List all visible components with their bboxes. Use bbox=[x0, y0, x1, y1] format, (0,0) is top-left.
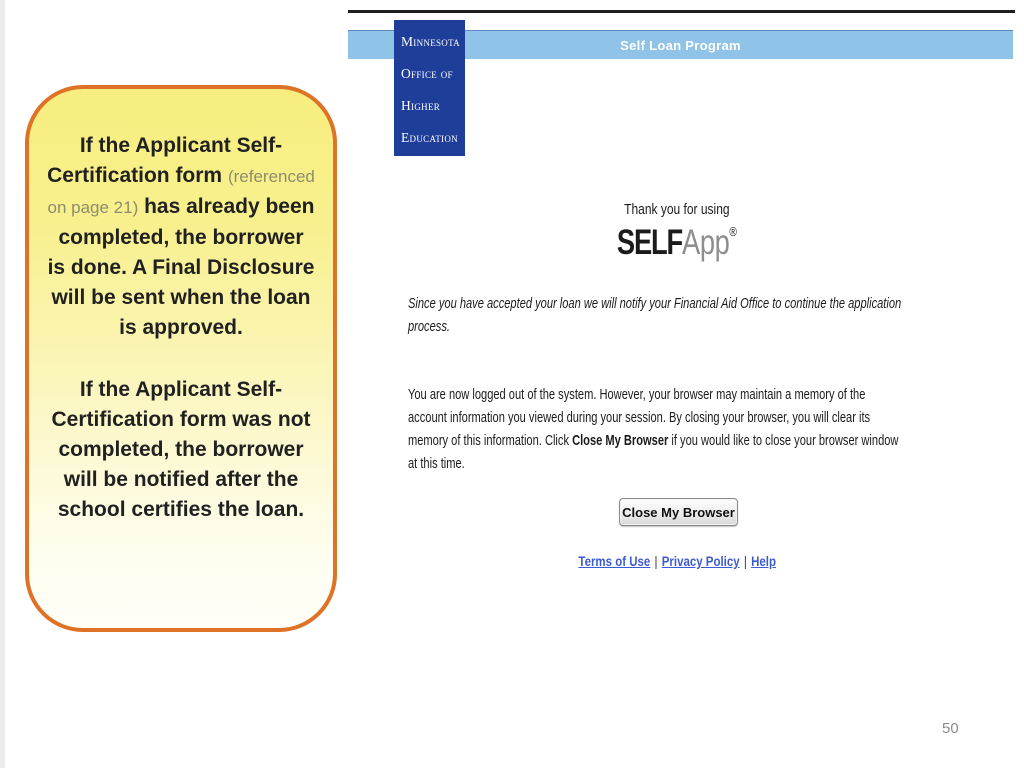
logout-text: You are now logged out of the system. However, your browser may maintain a memory of the account information you viewed during your session. By closing your browser, you will clear its memory of this information. Click bbox=[408, 386, 871, 449]
callout-page-reference: (referenced on page 21) bbox=[47, 167, 315, 217]
logo-line: Education bbox=[401, 130, 458, 145]
minnesota-ohe-logo bbox=[394, 20, 465, 156]
webpage-top-border bbox=[348, 10, 1015, 13]
logout-paragraph bbox=[408, 383, 905, 475]
link-separator: | bbox=[743, 554, 747, 569]
webpage-title: Self Loan Program bbox=[620, 37, 741, 53]
selfapp-logo-app: App bbox=[682, 223, 730, 262]
callout-bubble bbox=[25, 85, 337, 632]
close-my-browser-button[interactable] bbox=[619, 498, 738, 526]
privacy-policy-link[interactable]: Privacy Policy bbox=[661, 554, 740, 569]
logout-text: if you would like to close your browser window at this time. bbox=[408, 432, 899, 472]
callout-paragraph-1 bbox=[47, 131, 315, 343]
logo-line: Higher bbox=[401, 98, 441, 113]
thanks-line-row bbox=[348, 201, 1006, 219]
selfapp-logo bbox=[348, 223, 1006, 263]
thanks-line: Thank you for using bbox=[624, 201, 730, 218]
callout-paragraph-2: If the Applicant Self-Certification form was not completed, the borrower will be notified after the school certifies the loan. bbox=[51, 378, 311, 521]
slide-left-edge bbox=[0, 0, 5, 768]
registered-trademark-icon: ® bbox=[729, 224, 737, 239]
footer-links bbox=[348, 553, 1006, 571]
logo-line: Minnesota bbox=[401, 34, 460, 49]
selfapp-logo-self: SELF bbox=[616, 223, 683, 262]
logout-bold-text: Close My Browser bbox=[572, 432, 669, 449]
callout-text: has already been completed, the borrower is done. A Final Disclosure will be sent when the loan is approved. bbox=[47, 195, 315, 339]
intro-paragraph: Since you have accepted your loan we will notify your Financial Aid Office to continue the application process. bbox=[408, 295, 902, 335]
terms-of-use-link[interactable]: Terms of Use bbox=[578, 554, 651, 569]
logo-line: Office of bbox=[401, 66, 453, 81]
slide-page-number: 50 bbox=[942, 720, 959, 737]
link-separator: | bbox=[654, 554, 658, 569]
close-my-browser-button-label: Close My Browser bbox=[622, 504, 735, 520]
help-link[interactable]: Help bbox=[750, 554, 776, 569]
callout-text: If the Applicant Self-Certification form bbox=[47, 134, 283, 187]
